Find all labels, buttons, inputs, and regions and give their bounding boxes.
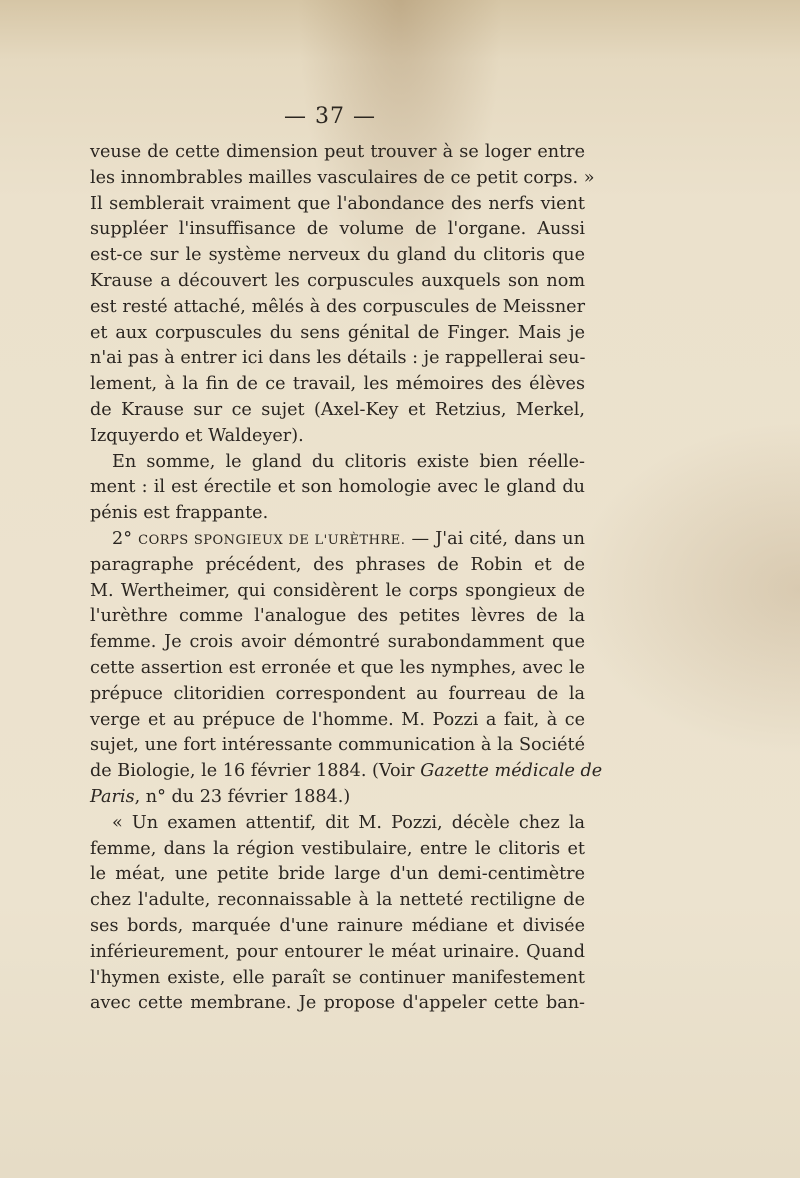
text-line <box>90 217 585 243</box>
text-span: « Un examen attentif, dit M. Pozzi, décèle chez la <box>112 812 585 833</box>
text-span: chez l'adulte, reconnaissable à la netteté rectiligne de <box>90 890 585 911</box>
text-span: suppléer l'insuffisance de volume de l'organe. Aussi <box>90 219 585 240</box>
text-span: 2° <box>112 528 139 549</box>
section-heading-smallcaps: CORPS SPONGIEUX DE L'URÈTHRE. <box>138 532 406 548</box>
text-line <box>90 785 585 811</box>
text-line <box>90 166 595 192</box>
text-line <box>90 192 585 218</box>
text-span: l'hymen existe, elle paraît se continuer manifestement <box>90 967 585 988</box>
text-line <box>90 656 585 682</box>
body-text <box>90 140 603 1017</box>
text-line <box>90 966 585 992</box>
text-span: n'ai pas à entrer ici dans les détails : je rappellerai seu- <box>90 348 586 369</box>
text-span: , n° du 23 février 1884.) <box>134 786 351 807</box>
text-span: Il semblerait vraiment que l'abondance des nerfs vient <box>90 193 585 214</box>
text-line <box>90 424 585 450</box>
text-line <box>90 682 585 708</box>
text-span: femme. Je crois avoir démontré surabondamment que <box>90 632 585 653</box>
text-line <box>90 733 585 759</box>
text-line <box>90 888 585 914</box>
text-line <box>90 527 585 553</box>
text-span: les innombrables mailles vasculaires de ce petit corps. » <box>90 167 595 188</box>
text-span: est-ce sur le système nerveux du gland du clitoris que <box>90 245 585 266</box>
text-span: Paris <box>90 786 135 807</box>
text-line <box>90 475 585 501</box>
text-span: ment : il est érectile et son homologie avec le gland du <box>90 477 585 498</box>
page-number: — 37 — <box>284 104 376 129</box>
text-line <box>90 372 585 398</box>
text-span: avec cette membrane. Je propose d'appeler cette ban- <box>90 993 585 1014</box>
text-span: Krause a découvert les corpuscules auxquels son nom <box>90 270 585 291</box>
text-span: prépuce clitoridien correspondent au fourreau de la <box>90 683 585 704</box>
text-span: paragraphe précédent, des phrases de Robin et de <box>90 554 585 575</box>
text-line <box>90 579 585 605</box>
text-span: — J'ai cité, dans un <box>405 528 585 549</box>
text-span: de Krause sur ce sujet (Axel-Key et Retzius, Merkel, <box>90 399 585 420</box>
text-line <box>90 708 585 734</box>
text-span: femme, dans la région vestibulaire, entre le clitoris et <box>90 838 585 859</box>
text-span: sujet, une fort intéressante communication à la Société <box>90 735 585 756</box>
text-line <box>90 269 585 295</box>
text-line <box>90 940 585 966</box>
text-line <box>90 346 585 372</box>
text-span: de Biologie, le 16 février 1884. (Voir <box>90 761 421 782</box>
text-span: cette assertion est erronée et que les nymphes, avec le <box>90 657 585 678</box>
text-line <box>90 243 585 269</box>
text-line <box>90 914 585 940</box>
text-span: lement, à la fin de ce travail, les mémoires des élèves <box>90 374 585 395</box>
text-line <box>90 321 585 347</box>
text-span: verge et au prépuce de l'homme. M. Pozzi a fait, à ce <box>90 709 585 730</box>
text-line <box>90 553 585 579</box>
text-line <box>90 604 585 630</box>
text-line <box>90 991 585 1017</box>
text-line <box>90 862 585 888</box>
text-line <box>90 759 603 785</box>
text-span: ses bords, marquée d'une rainure médiane et divisée <box>90 915 585 936</box>
text-line <box>90 837 585 863</box>
text-span: le méat, une petite bride large d'un demi-centimètre <box>90 864 585 885</box>
text-span: et aux corpuscules du sens génital de Finger. Mais je <box>90 322 585 343</box>
text-span: En somme, le gland du clitoris existe bien réelle- <box>112 451 585 472</box>
text-span: veuse de cette dimension peut trouver à se loger entre <box>90 142 585 162</box>
text-span: inférieurement, pour entourer le méat urinaire. Quand <box>90 941 585 962</box>
text-span: est resté attaché, mêlés à des corpuscules de Meissner <box>90 296 585 317</box>
text-line <box>90 295 585 321</box>
text-span: M. Wertheimer, qui considèrent le corps spongieux de <box>90 580 585 601</box>
text-line <box>90 811 585 837</box>
text-span: Izquyerdo et Waldeyer). <box>90 425 304 446</box>
text-line <box>90 450 585 476</box>
text-line <box>90 630 585 656</box>
text-line <box>90 501 585 527</box>
text-span: Gazette médicale de <box>420 761 603 782</box>
text-line <box>90 140 585 166</box>
text-line <box>90 398 585 424</box>
text-span: l'urèthre comme l'analogue des petites lèvres de la <box>90 606 585 627</box>
text-span: pénis est frappante. <box>90 503 269 524</box>
